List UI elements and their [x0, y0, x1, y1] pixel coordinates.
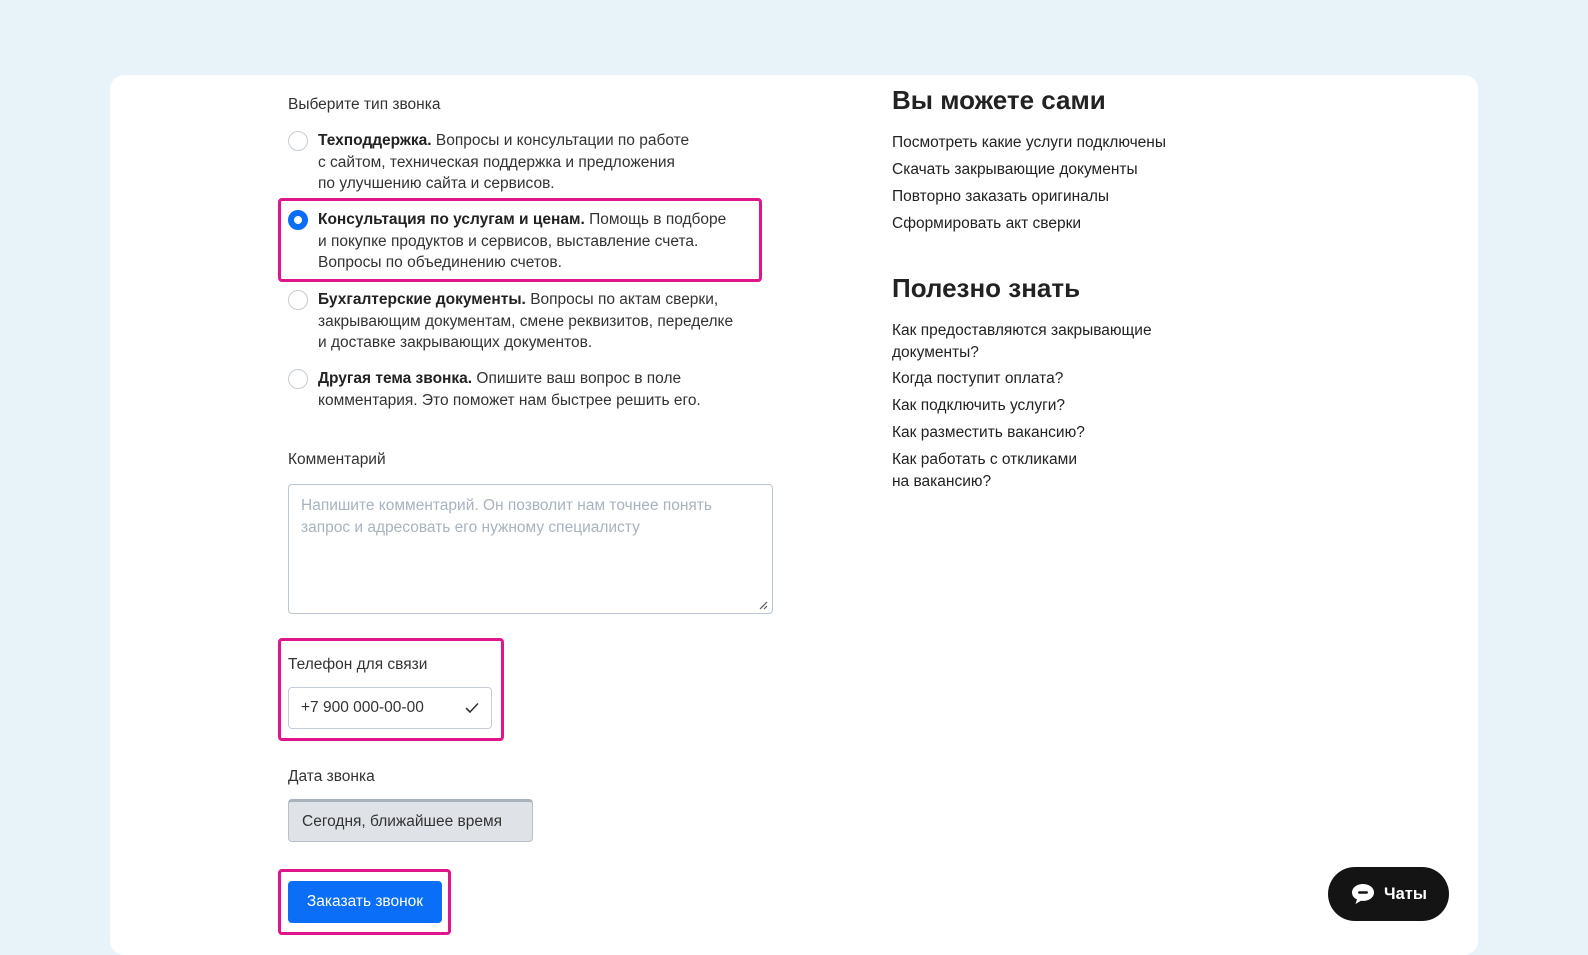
- phone-value: +7 900 000-00-00: [301, 699, 424, 716]
- comment-label: Комментарий: [288, 451, 386, 468]
- resize-handle-icon[interactable]: [758, 600, 768, 610]
- option-support-text: [318, 130, 778, 195]
- option-description: Опишите ваш вопрос в поле: [476, 370, 682, 387]
- link-text: Как работать с откликами: [892, 451, 1077, 468]
- link-closing-documents[interactable]: [892, 320, 1152, 363]
- link-text: Как предоставляются закрывающие: [892, 322, 1152, 339]
- link-reorder-originals[interactable]: Повторно заказать оригиналы: [892, 188, 1110, 205]
- option-title: Консультация по услугам и ценам.: [318, 211, 585, 228]
- comment-textarea[interactable]: [288, 484, 773, 614]
- chat-label: Чаты: [1384, 884, 1427, 903]
- option-title: Другая тема звонка.: [318, 370, 473, 387]
- radio-button[interactable]: [288, 131, 308, 151]
- order-call-button[interactable]: Заказать звонок: [288, 881, 442, 923]
- radio-button[interactable]: [288, 369, 308, 389]
- option-description: по улучшению сайта и сервисов.: [318, 175, 555, 192]
- chat-button[interactable]: [1328, 867, 1449, 921]
- date-value: Сегодня, ближайшее время: [302, 812, 503, 830]
- self-service-title: Вы можете сами: [892, 85, 1106, 115]
- option-description: и доставке закрывающих документов.: [318, 334, 593, 351]
- option-description: Помощь в подборе: [589, 211, 727, 228]
- chat-bubble-icon: [1350, 882, 1376, 906]
- link-connected-services[interactable]: Посмотреть какие услуги подключены: [892, 134, 1166, 151]
- date-selector[interactable]: [288, 799, 533, 842]
- radio-option-support[interactable]: [288, 131, 308, 151]
- option-description: и покупке продуктов и сервисов, выставление счета.: [318, 232, 699, 250]
- option-description: с сайтом, техническая поддержка и предложения: [318, 153, 675, 171]
- link-connect-services[interactable]: Как подключить услуги?: [892, 397, 1066, 414]
- phone-input[interactable]: [288, 687, 492, 729]
- radio-button-checked[interactable]: [288, 210, 308, 230]
- link-reconciliation-act[interactable]: Сформировать акт сверки: [892, 215, 1082, 232]
- option-description: Вопросы по объединению счетов.: [318, 254, 562, 271]
- option-description: комментария. Это поможет нам быстрее решить его.: [318, 391, 701, 409]
- radio-option-pricing[interactable]: [288, 210, 308, 230]
- option-description: Вопросы по актам сверки,: [530, 291, 719, 308]
- radio-option-other[interactable]: [288, 369, 308, 389]
- option-other-text: [318, 368, 778, 411]
- radio-button[interactable]: [288, 290, 308, 310]
- link-post-vacancy[interactable]: Как разместить вакансию?: [892, 424, 1085, 441]
- date-label: Дата звонка: [288, 768, 375, 785]
- option-title: Техподдержка.: [318, 132, 432, 149]
- check-icon: [465, 702, 479, 714]
- option-title: Бухгалтерские документы.: [318, 291, 526, 308]
- phone-label: Телефон для связи: [288, 656, 428, 673]
- radio-option-accounting[interactable]: [288, 290, 308, 310]
- link-text: на вакансию?: [892, 472, 992, 490]
- link-text: документы?: [892, 343, 979, 361]
- link-work-with-responses[interactable]: [892, 449, 1077, 492]
- call-type-label: Выберите тип звонка: [288, 96, 441, 113]
- option-description: Вопросы и консультации по работе: [435, 132, 690, 149]
- link-download-documents[interactable]: Скачать закрывающие документы: [892, 161, 1138, 178]
- option-accounting-text: [318, 289, 788, 354]
- useful-title: Полезно знать: [892, 273, 1081, 303]
- option-pricing-text: [318, 209, 778, 274]
- link-payment-arrival[interactable]: Когда поступит оплата?: [892, 370, 1064, 387]
- option-description: закрывающим документам, смене реквизитов, переделке: [318, 312, 734, 330]
